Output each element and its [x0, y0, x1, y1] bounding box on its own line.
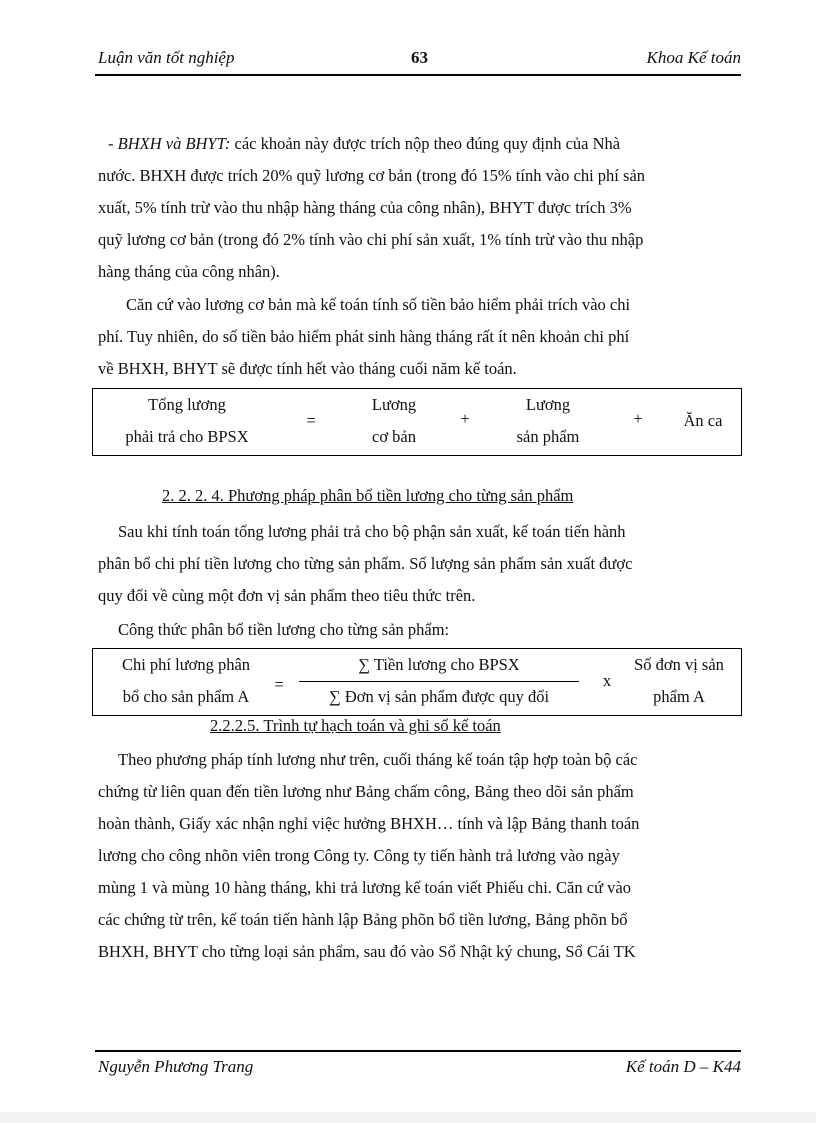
footer-rule — [95, 1050, 741, 1052]
formula-product-line2: sản phẩm — [516, 427, 580, 446]
paragraph-line: về BHXH, BHYT sẽ được tính hết vào tháng cuối năm kế toán. — [98, 359, 517, 378]
formula-rhs-line1: Số đơn vị sản — [634, 655, 724, 674]
header-department: Khoa Kế toán — [646, 48, 741, 67]
formula-meal: Ăn ca — [683, 411, 723, 430]
page-number: 63 — [411, 48, 428, 67]
paragraph-accounting-procedure — [98, 744, 741, 968]
formula-total-line2: phải trả cho BPSX — [125, 427, 249, 446]
fraction-numerator: ∑ Tiền lương cho BPSX — [358, 655, 520, 674]
formula-total-salary — [92, 388, 742, 456]
paragraph-line: quy đổi về cùng một đơn vị sản phẩm theo tiêu thức trên. — [98, 586, 476, 605]
page-header — [98, 48, 741, 74]
formula-lhs-line1: Chi phí lương phân — [121, 655, 251, 674]
paragraph-bhxh-bhyt — [98, 128, 741, 288]
formula-lhs-line2: bổ cho sản phẩm A — [122, 687, 250, 706]
paragraph-line: phí. Tuy nhiên, do số tiền bảo hiểm phát sinh hàng tháng rất ít nên khoản chi phí — [98, 327, 630, 346]
paragraph-line: hàng tháng của công nhân). — [98, 262, 280, 281]
formula-total-line1: Tổng lương — [148, 395, 226, 414]
footer-author: Nguyễn Phương Trang — [98, 1057, 254, 1076]
paragraph-insurance-basis — [98, 289, 741, 385]
formula-product-line1: Lương — [525, 395, 571, 414]
times-sign: x — [602, 671, 612, 690]
formula-base-line1: Lương — [371, 395, 417, 414]
formula-cost-allocation — [92, 648, 742, 716]
paragraph-line: Sau khi tính toán tổng lương phải trả cho bộ phận sản xuất, kế toán tiến hành — [118, 522, 626, 541]
paragraph-line: các khoản này được trích nộp theo đúng quy định của Nhà — [230, 134, 621, 153]
section-heading-2-2-2-4: 2. 2. 2. 4. Phương pháp phân bổ tiền lương cho từng sản phẩm — [162, 486, 574, 505]
page-bottom-band — [0, 1112, 816, 1123]
paragraph-line: xuất, 5% tính trừ vào thu nhập hàng tháng của công nhân), BHYT được trích 3% — [98, 198, 632, 217]
equals-sign: = — [274, 675, 284, 694]
header-thesis-title: Luận văn tốt nghiệp — [98, 48, 235, 67]
paragraph-line: Theo phương pháp tính lương như trên, cuối tháng kế toán tập hợp toàn bộ các — [118, 750, 638, 769]
paragraph-line: BHXH, BHYT cho từng loại sản phẩm, sau đó vào Sổ Nhật ký chung, Sổ Cái TK — [98, 942, 636, 961]
paragraph-formula-intro — [98, 614, 741, 646]
section-heading-2-2-2-5: 2.2.2.5. Trình tự hạch toán và ghi sổ kế toán — [210, 716, 501, 735]
paragraph-allocation — [98, 516, 741, 612]
paragraph-line: Công thức phân bổ tiền lương cho từng sản phẩm: — [118, 620, 450, 639]
formula-base-line2: cơ bản — [372, 427, 416, 446]
equals-sign: = — [306, 411, 316, 430]
footer-class: Kế toán D – K44 — [625, 1057, 741, 1076]
paragraph-line: quỹ lương cơ bản (trong đó 2% tính vào chi phí sản xuất, 1% tính trừ vào thu nhập — [98, 230, 644, 249]
list-dash: - — [108, 134, 118, 153]
paragraph-line: chứng từ liên quan đến tiền lương như Bảng chấm công, Bảng theo dõi sản phẩm — [98, 782, 634, 801]
paragraph-line: hoàn thành, Giấy xác nhận nghỉ việc hưởng BHXH… tính và lập Bảng thanh toán — [98, 814, 640, 833]
plus-sign: + — [633, 409, 643, 428]
paragraph-line: Căn cứ vào lương cơ bản mà kế toán tính số tiền bảo hiểm phải trích vào chi — [126, 295, 631, 314]
plus-sign: + — [460, 409, 470, 428]
term-bhxh-bhyt: BHXH và BHYT: — [117, 134, 231, 153]
fraction-denominator: ∑ Đơn vị sản phẩm được quy đổi — [328, 687, 550, 706]
formula-rhs-line2: phẩm A — [653, 687, 705, 706]
header-rule — [95, 74, 741, 76]
paragraph-line: lương cho công nhõn viên trong Công ty. Công ty tiến hành trả lương vào ngày — [98, 846, 620, 865]
paragraph-line: các chứng từ trên, kế toán tiến hành lập Bảng phõn bổ tiền lương, Bảng phõn bổ — [98, 910, 628, 929]
paragraph-line: phân bổ chi phí tiền lương cho từng sản phẩm. Số lượng sản phẩm sản xuất được — [98, 554, 633, 573]
paragraph-line: mùng 1 và mùng 10 hàng tháng, khi trả lương kế toán viết Phiếu chi. Căn cứ vào — [98, 878, 631, 897]
paragraph-line: nước. BHXH được trích 20% quỹ lương cơ bản (trong đó 15% tính vào chi phí sản — [98, 166, 646, 185]
